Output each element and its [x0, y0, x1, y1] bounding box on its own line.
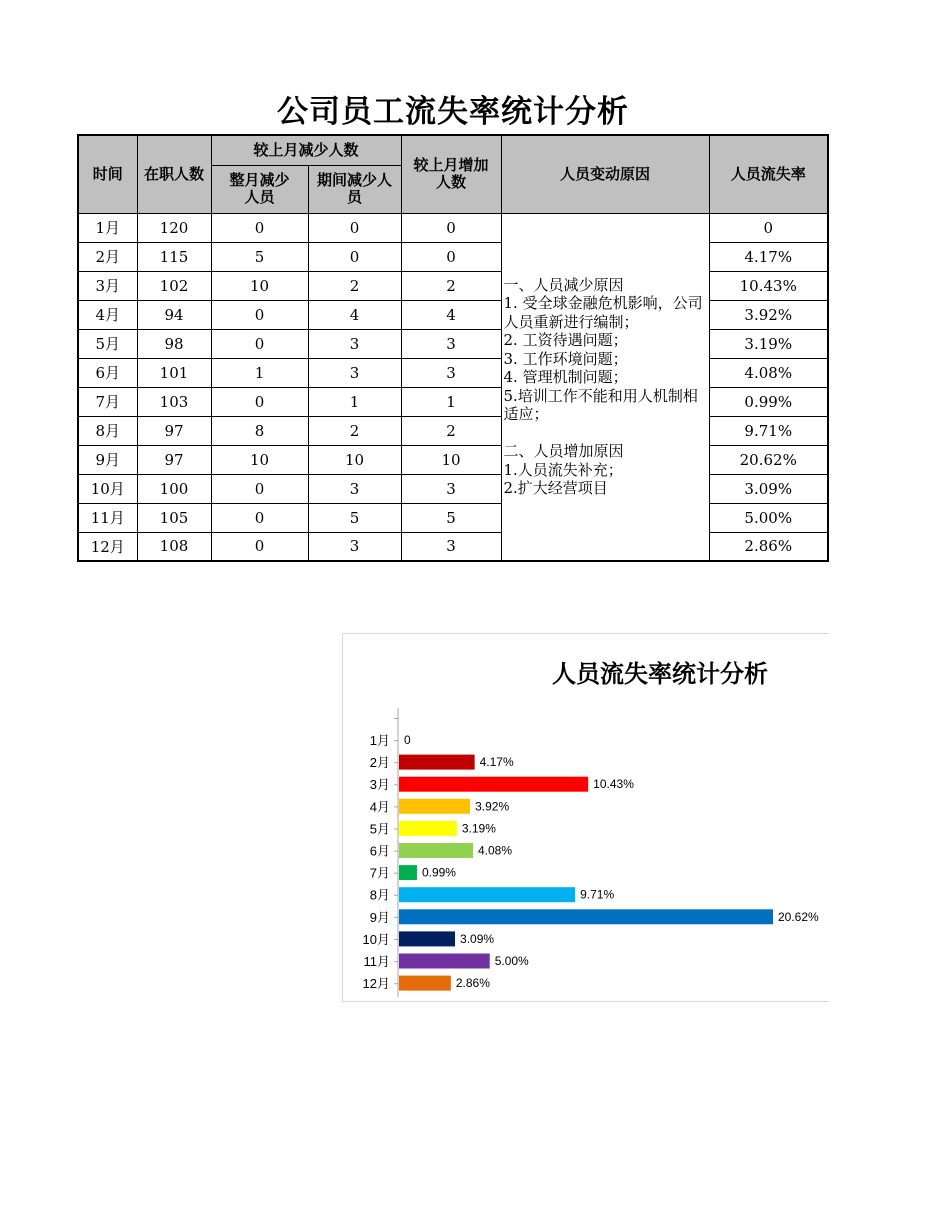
- data-label: 3.19%: [461, 821, 496, 836]
- cell-increase: 5: [401, 503, 501, 532]
- header-increase: 较上月增加人数: [401, 135, 501, 213]
- cell-period: 3: [308, 329, 401, 358]
- cell-employees: 103: [137, 387, 211, 416]
- bar: [399, 909, 773, 924]
- cell-increase: 2: [401, 416, 501, 445]
- bar: [399, 887, 575, 902]
- cell-month: 3月: [78, 271, 137, 300]
- data-label: 10.43%: [593, 777, 634, 792]
- data-label: 9.71%: [580, 887, 615, 902]
- cell-period: 10: [308, 445, 401, 474]
- header-time: 时间: [78, 135, 137, 213]
- cell-month: 6月: [78, 358, 137, 387]
- data-label: 3.09%: [460, 931, 495, 946]
- cell-increase: 0: [401, 213, 501, 242]
- bar: [399, 755, 475, 770]
- category-label: 7月: [369, 865, 390, 881]
- cell-full-month: 10: [211, 445, 308, 474]
- cell-employees: 94: [137, 300, 211, 329]
- data-label: 4.17%: [479, 755, 514, 770]
- chart-title: 人员流失率统计分析: [552, 661, 768, 688]
- category-label: 6月: [369, 843, 390, 859]
- bar: [399, 865, 417, 880]
- data-label: 4.08%: [478, 843, 513, 858]
- category-label: 1月: [369, 733, 390, 748]
- bar: [399, 821, 457, 836]
- header-employees: 在职人数: [137, 135, 211, 213]
- cell-full-month: 0: [211, 213, 308, 242]
- cell-month: 11月: [78, 503, 137, 532]
- category-label: 2月: [369, 755, 390, 771]
- cell-month: 12月: [78, 532, 137, 561]
- cell-increase: 4: [401, 300, 501, 329]
- category-label: 12月: [362, 976, 390, 992]
- cell-full-month: 0: [211, 503, 308, 532]
- category-label: 8月: [369, 887, 390, 903]
- bar: [399, 777, 588, 792]
- category-label: 5月: [369, 821, 390, 837]
- cell-reason: 一、人员减少原因 1. 受全球金融危机影响，公司人员重新进行编制； 2. 工资待遇问题； 3. 工作环境问题； 4. 管理机制问题； 5.培训工作不能和用人机制相适应； 二、人员增加原因 1.人员流失补充； 2.扩大经营项目: [501, 213, 709, 561]
- cell-employees: 97: [137, 416, 211, 445]
- cell-increase: 3: [401, 474, 501, 503]
- header-turnover-rate: 人员流失率: [709, 135, 828, 213]
- bar: [399, 931, 455, 946]
- cell-rate: 3.09%: [709, 474, 828, 503]
- cell-month: 7月: [78, 387, 137, 416]
- cell-employees: 101: [137, 358, 211, 387]
- cell-increase: 3: [401, 532, 501, 561]
- cell-month: 8月: [78, 416, 137, 445]
- cell-period: 0: [308, 213, 401, 242]
- cell-rate: 4.17%: [709, 242, 828, 271]
- cell-full-month: 0: [211, 329, 308, 358]
- cell-full-month: 1: [211, 358, 308, 387]
- header-decrease-group: 较上月减少人数: [211, 135, 401, 165]
- cell-rate: 3.19%: [709, 329, 828, 358]
- cell-increase: 10: [401, 445, 501, 474]
- data-label: 5.00%: [494, 954, 529, 968]
- cell-month: 2月: [78, 242, 137, 271]
- cell-period: 2: [308, 271, 401, 300]
- cell-rate: 5.00%: [709, 503, 828, 532]
- cell-rate: 0: [709, 213, 828, 242]
- bar: [399, 843, 473, 858]
- cell-increase: 0: [401, 242, 501, 271]
- cell-full-month: 0: [211, 387, 308, 416]
- cell-month: 10月: [78, 474, 137, 503]
- cell-month: 9月: [78, 445, 137, 474]
- cell-employees: 120: [137, 213, 211, 242]
- cell-period: 0: [308, 242, 401, 271]
- cell-increase: 3: [401, 329, 501, 358]
- cell-increase: 3: [401, 358, 501, 387]
- cell-rate: 3.92%: [709, 300, 828, 329]
- cell-rate: 0.99%: [709, 387, 828, 416]
- cell-full-month: 5: [211, 242, 308, 271]
- cell-period: 3: [308, 474, 401, 503]
- bar: [399, 799, 470, 814]
- category-label: 9月: [369, 909, 390, 925]
- cell-employees: 97: [137, 445, 211, 474]
- cell-increase: 1: [401, 387, 501, 416]
- cell-month: 1月: [78, 213, 137, 242]
- data-label: 0.99%: [421, 865, 456, 880]
- cell-period: 2: [308, 416, 401, 445]
- cell-rate: 10.43%: [709, 271, 828, 300]
- data-label: 3.92%: [475, 799, 510, 814]
- cell-full-month: 0: [211, 300, 308, 329]
- cell-full-month: 10: [211, 271, 308, 300]
- cell-rate: 20.62%: [709, 445, 828, 474]
- category-label: 3月: [369, 777, 390, 793]
- cell-month: 5月: [78, 329, 137, 358]
- page-title: 公司员工流失率统计分析: [277, 94, 629, 130]
- cell-period: 4: [308, 300, 401, 329]
- category-label: 4月: [369, 799, 390, 815]
- cell-period: 5: [308, 503, 401, 532]
- data-label: 2.86%: [455, 976, 490, 991]
- cell-rate: 2.86%: [709, 532, 828, 561]
- header-decrease-full-month: 整月减少人员: [211, 165, 308, 213]
- cell-employees: 100: [137, 474, 211, 503]
- cell-period: 3: [308, 358, 401, 387]
- header-decrease-period: 期间减少人员: [308, 165, 401, 213]
- cell-increase: 2: [401, 271, 501, 300]
- cell-full-month: 0: [211, 474, 308, 503]
- cell-rate: 4.08%: [709, 358, 828, 387]
- cell-employees: 115: [137, 242, 211, 271]
- data-label: 0: [404, 733, 411, 747]
- data-label: 20.62%: [778, 909, 819, 924]
- cell-period: 1: [308, 387, 401, 416]
- bar: [399, 976, 451, 991]
- cell-full-month: 8: [211, 416, 308, 445]
- bar: [399, 954, 490, 969]
- category-label: 10月: [362, 931, 390, 947]
- category-label: 11月: [363, 954, 390, 969]
- cell-employees: 108: [137, 532, 211, 561]
- header-reason: 人员变动原因: [501, 135, 709, 213]
- cell-period: 3: [308, 532, 401, 561]
- cell-rate: 9.71%: [709, 416, 828, 445]
- cell-employees: 102: [137, 271, 211, 300]
- cell-employees: 98: [137, 329, 211, 358]
- cell-full-month: 0: [211, 532, 308, 561]
- cell-employees: 105: [137, 503, 211, 532]
- cell-month: 4月: [78, 300, 137, 329]
